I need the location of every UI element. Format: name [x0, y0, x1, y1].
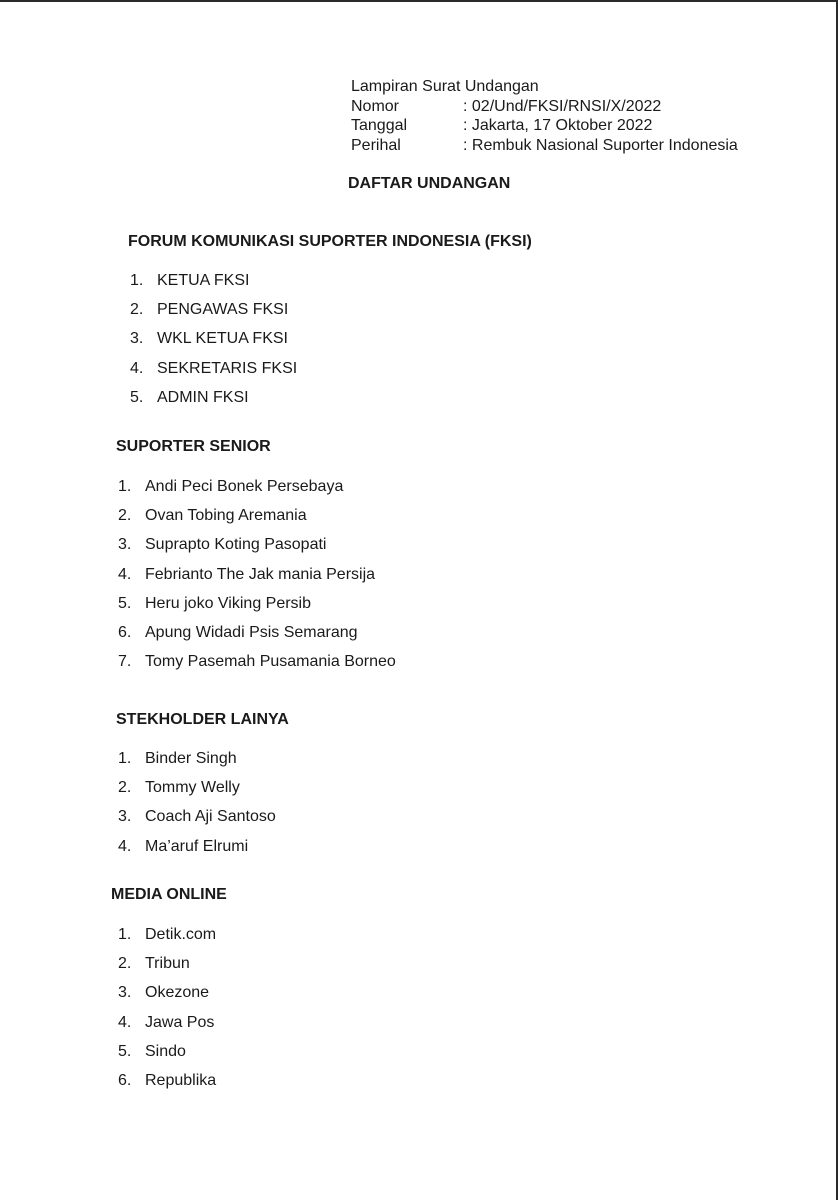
- letter-header: [351, 77, 738, 155]
- invite-list-media-online: [118, 925, 216, 1100]
- item-text: Tomy Pasemah Pusamania Borneo: [145, 653, 396, 671]
- attachment-title: Lampiran Surat Undangan: [351, 78, 539, 95]
- list-item: [118, 749, 276, 778]
- header-row-nomor: [351, 97, 738, 117]
- item-number: 1.: [118, 478, 132, 495]
- item-number: 4.: [118, 837, 132, 855]
- item-text: Apung Widadi Psis Semarang: [145, 623, 358, 641]
- item-number: 7.: [118, 653, 132, 671]
- page-top-border: [0, 0, 838, 2]
- item-number: 6.: [118, 1071, 132, 1089]
- item-number: 5.: [130, 388, 144, 406]
- item-number: 4.: [130, 359, 144, 377]
- item-text: Jawa Pos: [145, 1013, 215, 1031]
- item-text: Tribun: [145, 955, 190, 973]
- list-item: [118, 837, 276, 866]
- list-item: [118, 477, 396, 506]
- item-text: Ma’aruf Elrumi: [145, 837, 249, 855]
- header-value: : Jakarta, 17 Oktober 2022: [463, 117, 653, 135]
- list-item: [118, 807, 276, 836]
- item-number: 1.: [118, 926, 132, 943]
- header-value: : 02/Und/FKSI/RNSI/X/2022: [463, 97, 662, 115]
- item-number: 2.: [118, 779, 132, 797]
- item-number: 5.: [118, 1042, 132, 1060]
- item-text: Ovan Tobing Aremania: [145, 507, 307, 525]
- item-text: SEKRETARIS FKSI: [157, 359, 298, 377]
- header-value: : Rembuk Nasional Suporter Indonesia: [463, 136, 738, 154]
- item-number: 3.: [130, 330, 144, 348]
- list-item: [118, 535, 396, 564]
- item-number: 5.: [118, 594, 132, 612]
- invite-list-suporter-senior: [118, 477, 396, 681]
- list-item: [118, 954, 216, 983]
- item-number: 3.: [118, 808, 132, 826]
- item-text: Coach Aji Santoso: [145, 808, 276, 826]
- item-text: WKL KETUA FKSI: [157, 330, 288, 348]
- item-text: KETUA FKSI: [157, 272, 250, 289]
- item-number: 6.: [118, 623, 132, 641]
- item-text: Binder Singh: [145, 750, 237, 767]
- list-item: [130, 388, 297, 417]
- item-text: Republika: [145, 1071, 217, 1089]
- item-number: 4.: [118, 1013, 132, 1031]
- item-text: Suprapto Koting Pasopati: [145, 536, 327, 554]
- list-item: [118, 983, 216, 1012]
- item-text: Andi Peci Bonek Persebaya: [145, 478, 344, 495]
- header-label: Nomor: [351, 97, 400, 115]
- item-text: Tommy Welly: [145, 779, 240, 797]
- item-number: 1.: [118, 750, 132, 767]
- invite-list-stekholder: [118, 749, 276, 866]
- list-item: [118, 1071, 216, 1100]
- list-item: [118, 565, 396, 594]
- list-item: [130, 271, 297, 300]
- item-text: Okezone: [145, 984, 210, 1002]
- item-text: Febrianto The Jak mania Persija: [145, 565, 376, 583]
- item-number: 1.: [130, 272, 144, 289]
- item-number: 2.: [118, 955, 132, 973]
- list-item: [130, 359, 297, 388]
- list-item: [118, 652, 396, 681]
- header-label: Perihal: [351, 136, 401, 154]
- list-item: [118, 1042, 216, 1071]
- section-heading-fksi: FORUM KOMUNIKASI SUPORTER INDONESIA (FKSI): [128, 233, 532, 250]
- section-heading-media-online: MEDIA ONLINE: [111, 886, 227, 903]
- section-heading-suporter-senior: SUPORTER SENIOR: [116, 438, 271, 455]
- item-number: 3.: [118, 984, 132, 1002]
- document-title: DAFTAR UNDANGAN: [348, 175, 511, 192]
- header-row-perihal: [351, 136, 738, 156]
- list-item: [118, 925, 216, 954]
- list-item: [130, 300, 297, 329]
- list-item: [118, 1013, 216, 1042]
- section-heading-stekholder: STEKHOLDER LAINYA: [116, 711, 289, 728]
- list-item: [118, 506, 396, 535]
- header-label: Tanggal: [351, 117, 408, 135]
- item-text: ADMIN FKSI: [157, 388, 249, 406]
- list-item: [118, 594, 396, 623]
- item-text: PENGAWAS FKSI: [157, 301, 289, 319]
- header-row-tanggal: [351, 116, 738, 136]
- item-number: 3.: [118, 536, 132, 554]
- item-number: 4.: [118, 565, 132, 583]
- item-text: Detik.com: [145, 926, 217, 943]
- item-text: Sindo: [145, 1042, 186, 1060]
- item-text: Heru joko Viking Persib: [145, 594, 312, 612]
- list-item: [118, 778, 276, 807]
- item-number: 2.: [118, 507, 132, 525]
- list-item: [130, 329, 297, 358]
- item-number: 2.: [130, 301, 144, 319]
- invite-list-fksi: [130, 271, 297, 417]
- list-item: [118, 623, 396, 652]
